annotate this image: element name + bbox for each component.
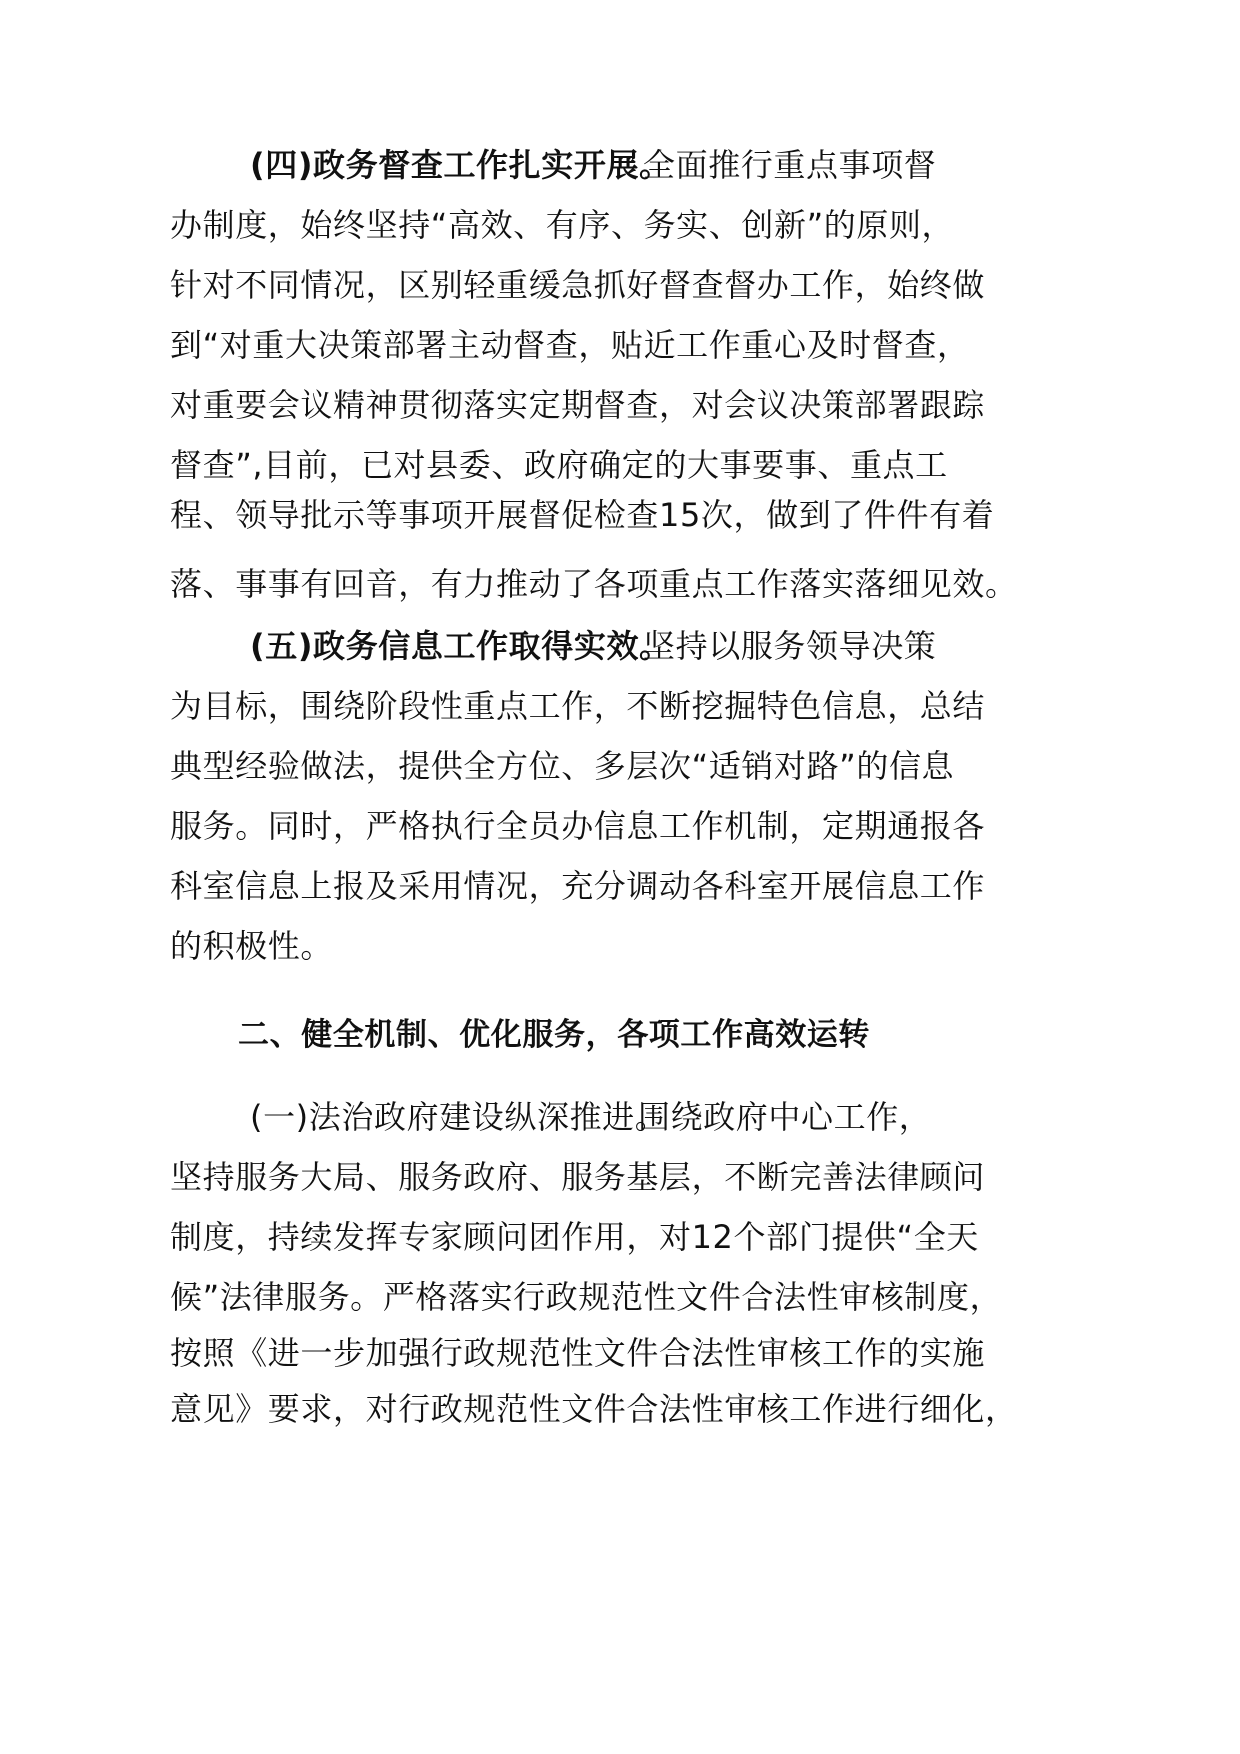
section-5-line-3: 典型经验做法，提供全方位、多层次“适销对路”的信息 bbox=[170, 747, 955, 785]
subsection-1-line-3: 制度，持续发挥专家顾问团作用，对12个部门提供“全天 bbox=[170, 1218, 979, 1256]
section-4-line-3: 针对不同情况，区别轻重缓急抓好督查督办工作，始终做 bbox=[170, 266, 986, 304]
part-2-heading: 二、健全机制、优化服务，各项工作高效运转 bbox=[238, 1017, 870, 1053]
subsection-1-line-6: 意见》要求，对行政规范性文件合法性审核工作进行细化， bbox=[170, 1390, 1018, 1428]
section-5-line-6: 的积极性。 bbox=[170, 927, 334, 965]
section-4-line-5: 对重要会议精神贯彻落实定期督查，对会议决策部署跟踪 bbox=[170, 386, 986, 424]
section-5-line-4: 服务。同时，严格执行全员办信息工作机制，定期通报各 bbox=[170, 807, 986, 845]
subsection-1-line-5: 按照《进一步加强行政规范性文件合法性审核工作的实施 bbox=[170, 1334, 986, 1372]
section-4-line-4: 到“对重大决策部署主动督查，贴近工作重心及时督查， bbox=[170, 326, 970, 364]
section-4-title: (四)政务督查工作扎实开展。 bbox=[250, 146, 672, 184]
section-4-line-2: 办制度，始终坚持“高效、有序、务实、创新”的原则， bbox=[170, 206, 955, 244]
subsection-1-line-1: 围绕政府中心工作， bbox=[638, 1098, 932, 1136]
section-5-title: (五)政务信息工作取得实效。 bbox=[250, 627, 672, 665]
section-5-line-5: 科室信息上报及采用情况，充分调动各科室开展信息工作 bbox=[170, 867, 986, 905]
section-5-line-1: 坚持以服务领导决策 bbox=[643, 627, 937, 665]
subsection-1-line-4: 候”法律服务。严格落实行政规范性文件合法性审核制度， bbox=[170, 1278, 1003, 1316]
section-4-line-7: 程、领导批示等事项开展督促检查15次，做到了件件有着 bbox=[170, 496, 995, 534]
subsection-1-line-2: 坚持服务大局、服务政府、服务基层，不断完善法律顾问 bbox=[170, 1158, 986, 1196]
subsection-1-title: (一)法治政府建设纵深推进。 bbox=[250, 1098, 668, 1136]
section-4-line-8: 落、事事有回音，有力推动了各项重点工作落实落细见效。 bbox=[170, 565, 1018, 603]
section-4-line-6: 督查”,目前，已对县委、政府确定的大事要事、重点工 bbox=[170, 446, 948, 484]
section-5-line-2: 为目标，围绕阶段性重点工作，不断挖掘特色信息，总结 bbox=[170, 687, 986, 725]
section-4-line-1: 全面推行重点事项督 bbox=[643, 146, 937, 184]
